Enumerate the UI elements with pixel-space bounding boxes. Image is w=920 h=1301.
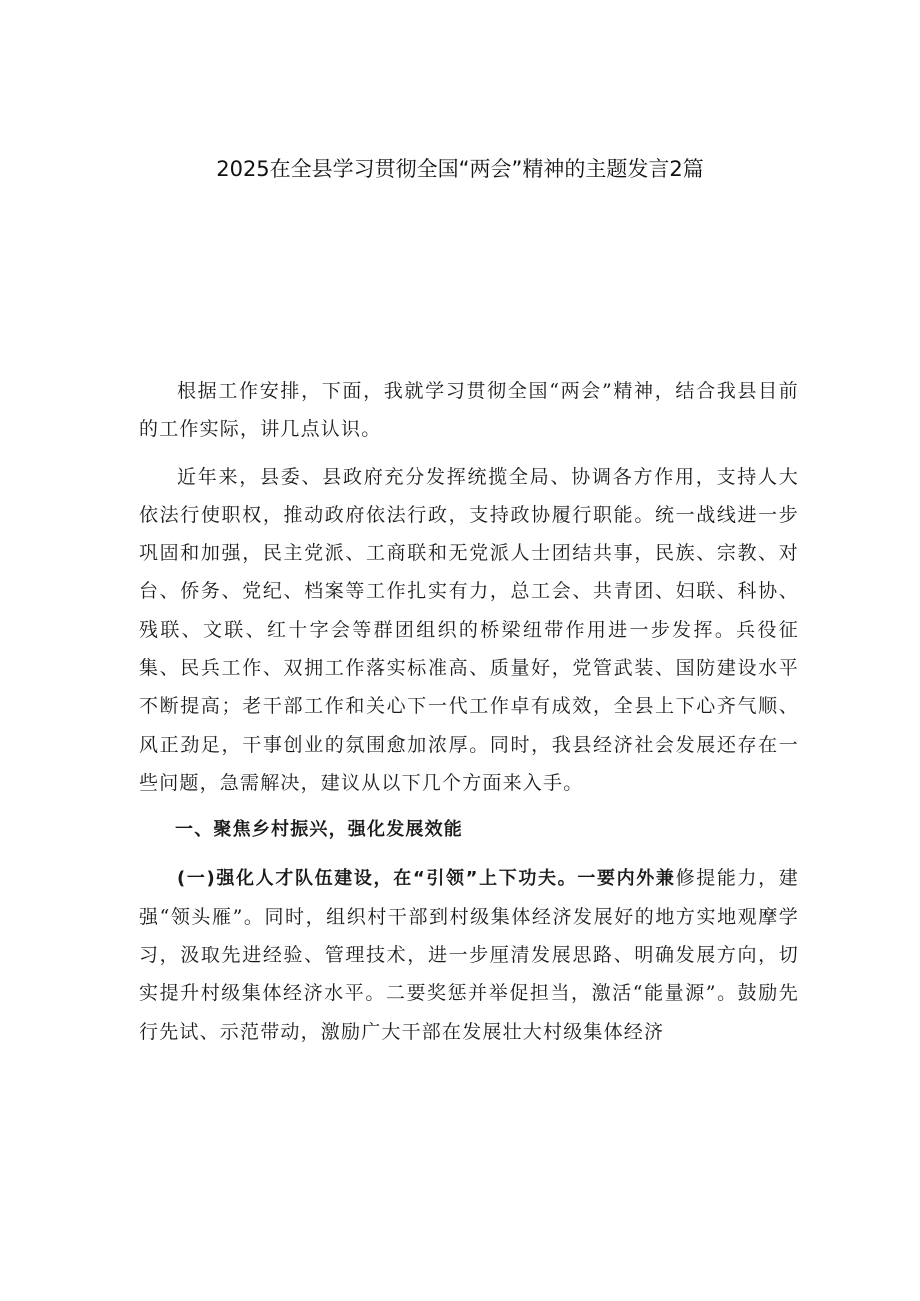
document-body [139, 372, 799, 1060]
paragraph-talent-body: 修提能力，建强“领头雁”。同时，组织村干部到村级集体经济发展好的地方实地观摩学习，汲取先进经验、管理技术，进一步厘清发展思路、明确发展方向，切实提升村级集体经济水平。二要奖惩并举促担当，激活“能量源”。鼓励先行先试、示范带动，激励广大干部在发展壮大村级集体经济 [139, 866, 799, 1043]
document-title: 2025在全县学习贯彻全国“两会”精神的主题发言2篇 [216, 157, 704, 181]
paragraph-talent [139, 859, 799, 1051]
paragraph-achievements: 近年来，县委、县政府充分发挥统揽全局、协调各方作用，支持人大依法行使职权，推动政府依法行政，支持政协履行职能。统一战线进一步巩固和加强，民主党派、工商联和无党派人士团结共事，民族、宗教、对台、侨务、党纪、档案等工作扎实有力，总工会、共青团、妇联、科协、残联、文联、红十字会等群团组织的桥梁纽带作用进一步发挥。兵役征集、民兵工作、双拥工作落实标准高、质量好，党管武装、国防建设水平不断提高；老干部工作和关心下一代工作卓有成效，全县上下心齐气顺、风正劲足，干事创业的氛围愈加浓厚。同时，我县经济社会发展还存在一些问题，急需解决，建议从以下几个方面来入手。 [139, 465, 799, 794]
paragraph-intro: 根据工作安排，下面，我就学习贯彻全国“两会”精神，结合我县目前的工作实际，讲几点认识。 [139, 380, 799, 441]
section-heading-1: 一、聚焦乡村振兴，强化发展效能 [175, 819, 463, 841]
paragraph-talent-lead: (一)强化人才队伍建设，在“引领”上下功夫。一要内外兼 [177, 867, 676, 889]
